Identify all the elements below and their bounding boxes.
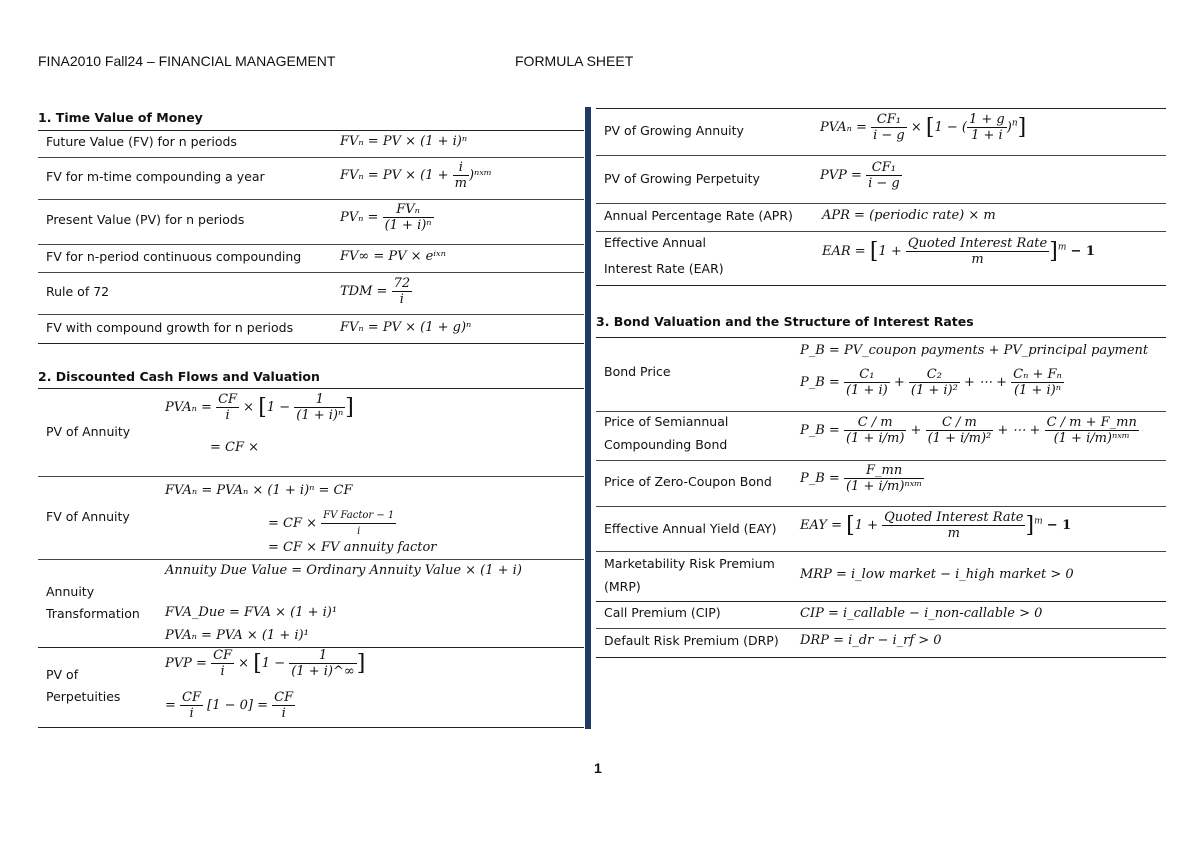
row-fv-cont: FV for n-period continuous compounding (46, 249, 302, 264)
formula-pvp-2: = $\frac{CF}{i}$ [1 − 0] = $\frac{CF}{i}$ (165, 690, 294, 721)
row-eay: Effective Annual Yield (EAY) (604, 521, 777, 536)
row-rule72: Rule of 72 (46, 284, 110, 299)
formula-ear: EAR = [1 + $\frac{\text{Quoted Interest Rate}}{m}$ ]$^m$ − 1 (822, 236, 1095, 267)
formula-fva-3: = CF × FV annuity factor (268, 540, 437, 555)
header-title: FINA2010 Fall24 – FINANCIAL MANAGEMENT (38, 53, 336, 69)
row-annuity: Annuity (46, 584, 95, 599)
row-perpetuities: Perpetuities (46, 689, 121, 704)
formula-fv-m: FVₙ = PV × (1 + $\frac{i}{m}$ )ⁿˣᵐ (340, 160, 492, 191)
formula-pvga: PVAₙ = $\frac{\text{CF₁}}{i - g}$ × [1 − ( $\frac{1 + g}{1 + i}$ )$^n$] (820, 112, 1027, 143)
formula-mrp: MRP = i_low market − i_high market > 0 (800, 567, 1074, 582)
formula-fva-2: = CF × $\frac{\text{FV Factor − 1}}{i}$ (268, 510, 395, 537)
formula-bond-1: P_B = PV_coupon payments + PV_principal payment (800, 343, 1149, 358)
formula-pva-2: = CF × (210, 440, 260, 455)
row-compounding-bond: Compounding Bond (604, 437, 728, 452)
formula-due-1: Annuity Due Value = Ordinary Annuity Value × (1 + i) (165, 563, 522, 578)
section-time-value: 1. Time Value of Money (38, 110, 203, 125)
formula-fv-g: FVₙ = PV × (1 + g)ⁿ (340, 320, 472, 335)
column-divider (585, 107, 591, 729)
formula-apr: APR = (periodic rate) × m (822, 208, 996, 223)
formula-cip: CIP = i_callable − i_non-callable > 0 (800, 606, 1043, 621)
section-dcf: 2. Discounted Cash Flows and Valuation (38, 369, 320, 384)
formula-fv-n: FVₙ = PV × (1 + i)ⁿ (340, 134, 468, 149)
row-fv-m: FV for m-time compounding a year (46, 169, 265, 184)
page-number: 1 (594, 760, 602, 776)
formula-fva-1: FVAₙ = PVAₙ × (1 + i)ⁿ = CF (165, 483, 353, 498)
formula-semiannual: P_B = $\frac{C / m}{(1 + i/m)}$ + $\frac{C / m}{\text{(1 + i/m)²}}$ + ⋯ + $\frac{C / m + F\_mn}{\text{(1 + i/m)ⁿˣᵐ}}$ (800, 415, 1137, 446)
formula-drp: DRP = i_dr − i_rf > 0 (800, 633, 942, 648)
formula-fv-cont: FV∞ = PV × eⁱˣⁿ (340, 249, 446, 264)
formula-due-2: FVA_Due = FVA × (1 + i)¹ (165, 605, 338, 620)
formula-rule72: TDM = $\frac{72}{i}$ (340, 276, 411, 307)
row-pv-growing-annuity: PV of Growing Annuity (604, 123, 744, 138)
row-fv-annuity: FV of Annuity (46, 509, 130, 524)
section-bond-valuation: 3. Bond Valuation and the Structure of Interest Rates (596, 314, 974, 329)
row-interest-rate-ear: Interest Rate (EAR) (604, 261, 724, 276)
formula-due-3: PVAₙ = PVA × (1 + i)¹ (165, 628, 309, 643)
formula-pvgp: PVP = $\frac{\text{CF₁}}{i - g}$ (820, 160, 900, 191)
formula-zero-coupon: P_B = $\frac{F\_mn}{\text{(1 + i/m)ⁿˣᵐ}}$ (800, 463, 923, 494)
formula-pva-1: PVAₙ = $\frac{CF}{i}$ × [1 − $\frac{1}{\text{(1 + i)ⁿ}}$ ] (165, 392, 354, 423)
row-pv-n: Present Value (PV) for n periods (46, 212, 245, 227)
row-pv-of: PV of (46, 667, 79, 682)
formula-bond-2: P_B = $\frac{\text{C₁}}{(1 + i)}$ + $\frac{\text{C₂}}{\text{(1 + i)²}}$ + ⋯ + $\frac{\text{Cₙ + Fₙ}}{\text{(1 + i)ⁿ}}$ (800, 367, 1062, 398)
header-formula-sheet: FORMULA SHEET (515, 53, 634, 69)
row-effective-annual: Effective Annual (604, 235, 706, 250)
formula-pvp-1: PVP = $\frac{CF}{i}$ × [1 − $\frac{1}{(1 + i)\^{}\infty}$ ] (165, 648, 366, 679)
formula-eay: EAY = [1 + $\frac{\text{Quoted Interest Rate}}{m}$ ]$^m$ − 1 (800, 510, 1072, 541)
row-transformation: Transformation (46, 606, 140, 621)
row-bond-price: Bond Price (604, 364, 671, 379)
row-fv-g: FV with compound growth for n periods (46, 320, 294, 335)
row-pv-annuity: PV of Annuity (46, 424, 131, 439)
formula-pv-n: PVₙ = $\frac{\text{FVₙ}}{\text{(1 + i)ⁿ}}$ (340, 202, 432, 233)
row-mrp: Marketability Risk Premium (604, 556, 775, 571)
row-mrp-abbr: (MRP) (604, 579, 641, 594)
row-apr: Annual Percentage Rate (APR) (604, 208, 793, 223)
row-drp: Default Risk Premium (DRP) (604, 633, 779, 648)
row-semiannual: Price of Semiannual (604, 414, 729, 429)
row-pv-growing-perpetuity: PV of Growing Perpetuity (604, 171, 760, 186)
row-zero-coupon: Price of Zero-Coupon Bond (604, 474, 772, 489)
row-cip: Call Premium (CIP) (604, 605, 721, 620)
row-fv-n: Future Value (FV) for n periods (46, 134, 237, 149)
